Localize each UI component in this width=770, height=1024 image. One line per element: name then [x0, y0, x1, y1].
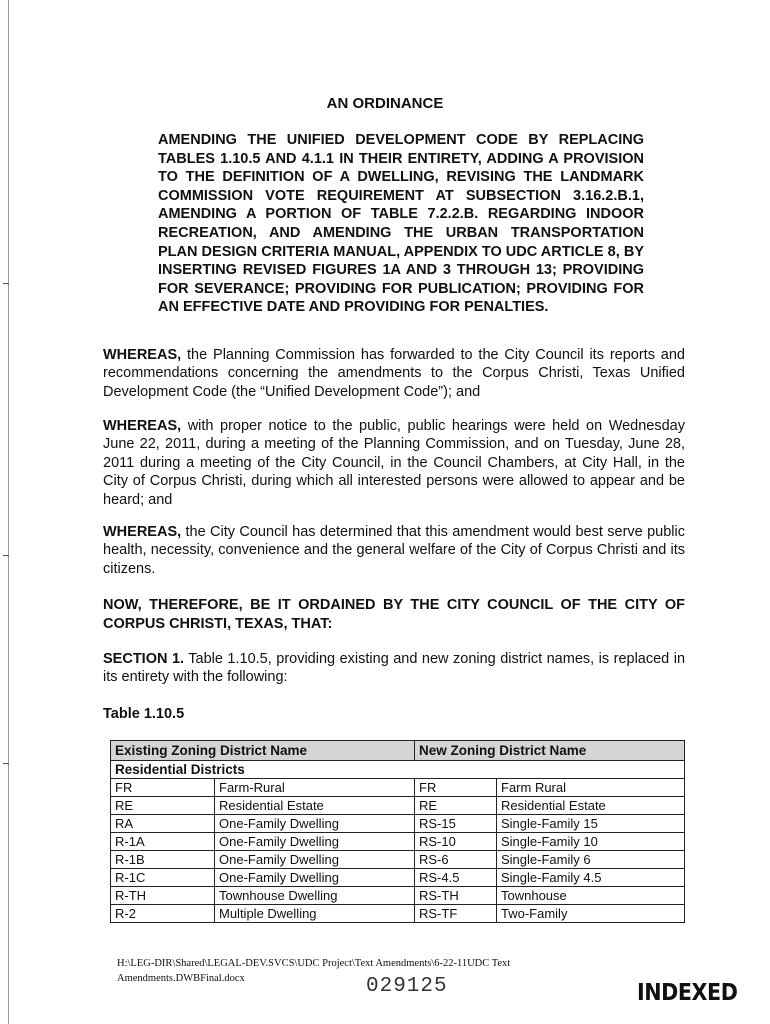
- table-cell-old-code: R-2: [111, 905, 215, 923]
- scan-margin-tick: [3, 555, 9, 556]
- table-cell-new-code: FR: [415, 779, 497, 797]
- whereas-paragraph-3: [103, 523, 685, 578]
- table-cell-new-code: RE: [415, 797, 497, 815]
- table-cell-old-name: One-Family Dwelling: [215, 851, 415, 869]
- table-cell-new-code: RS-TF: [415, 905, 497, 923]
- table-cell-old-code: R-1B: [111, 851, 215, 869]
- table-cell-new-name: Single-Family 4.5: [497, 869, 685, 887]
- whereas-text: the Planning Commission has forwarded to the City Council its reports and recommendations concerning the amendments to the Corpus Christi, Texas Unified Development Code (the “Unified Development Code”); and: [103, 347, 685, 400]
- table-row: [111, 833, 685, 851]
- table-cell-old-name: One-Family Dwelling: [215, 833, 415, 851]
- table-row: [111, 797, 685, 815]
- section-lead: SECTION 1.: [103, 651, 185, 667]
- table-cell-old-name: One-Family Dwelling: [215, 869, 415, 887]
- file-path: [117, 956, 577, 986]
- ordaining-clause: NOW, THEREFORE, BE IT ORDAINED BY THE CITY COUNCIL OF THE CITY OF CORPUS CHRISTI, TEXAS, THAT:: [103, 597, 685, 632]
- table-cell-new-name: Residential Estate: [497, 797, 685, 815]
- table-cell-new-name: Farm Rural: [497, 779, 685, 797]
- section-text: Table 1.10.5, providing existing and new zoning district names, is replaced in its entirety with the following:: [103, 651, 686, 686]
- table-row: [111, 851, 685, 869]
- section-label: Residential Districts: [111, 761, 685, 779]
- scan-margin-tick: [3, 763, 9, 764]
- table-cell-new-name: Single-Family 15: [497, 815, 685, 833]
- table-label: Table 1.10.5: [103, 706, 185, 722]
- table-cell-old-code: RA: [111, 815, 215, 833]
- section-1-paragraph: [103, 650, 685, 687]
- table-row: [111, 887, 685, 905]
- table-cell-old-code: R-1C: [111, 869, 215, 887]
- table-cell-old-name: Multiple Dwelling: [215, 905, 415, 923]
- whereas-text: the City Council has determined that this amendment would best serve public health, necessity, convenience and the general welfare of the City of Corpus Christi and its citizens.: [103, 524, 685, 577]
- scan-margin-line: [8, 0, 9, 1024]
- table-cell-new-code: RS-TH: [415, 887, 497, 905]
- whereas-lead: WHEREAS,: [103, 347, 182, 363]
- table-cell-new-name: Townhouse: [497, 887, 685, 905]
- table-row: [111, 869, 685, 887]
- table-cell-new-code: RS-10: [415, 833, 497, 851]
- table-cell-old-code: R-1A: [111, 833, 215, 851]
- zoning-table: [110, 740, 685, 923]
- scan-margin-tick: [3, 283, 9, 284]
- table-cell-new-code: RS-4.5: [415, 869, 497, 887]
- file-path-line: H:\LEG-DIR\Shared\LEGAL-DEV.SVCS\UDC Project\Text Amendments\6-22-11UDC Text: [117, 958, 511, 969]
- table-cell-old-code: R-TH: [111, 887, 215, 905]
- whereas-paragraph-1: [103, 346, 685, 401]
- table-cell-old-name: One-Family Dwelling: [215, 815, 415, 833]
- table-cell-old-name: Townhouse Dwelling: [215, 887, 415, 905]
- table-cell-new-name: Single-Family 6: [497, 851, 685, 869]
- table-section-row: [111, 761, 685, 779]
- table-header-row: [111, 741, 685, 761]
- document-number: 029125: [366, 975, 448, 998]
- ordinance-caption: AMENDING THE UNIFIED DEVELOPMENT CODE BY REPLACING TABLES 1.10.5 AND 4.1.1 IN THEIR ENTIRETY, ADDING A PROVISION TO THE DEFINITION OF A DWELLING, REVISING THE LANDMARK COMMISSION VOTE REQUIREMENT AT SUBSECTION 3.16.2.B.1, AMENDING A PORTION OF TABLE 7.2.2.B. REGARDING INDOOR RECREATION, AND AMENDING THE URBAN TRANSPORTATION PLAN DESIGN CRITERIA MANUAL, APPENDIX TO UDC ARTICLE 8, BY INSERTING REVISED FIGURES 1A AND 3 THROUGH 13; PROVIDING FOR SEVERANCE; PROVIDING FOR PUBLICATION; PROVIDING FOR AN EFFECTIVE DATE AND PROVIDING FOR PENALTIES.: [158, 132, 644, 316]
- ordinance-title: AN ORDINANCE: [326, 95, 444, 112]
- header-new: New Zoning District Name: [415, 741, 685, 761]
- indexed-stamp: INDEXED: [637, 980, 738, 1006]
- whereas-paragraph-2: [103, 417, 685, 509]
- table-cell-new-code: RS-15: [415, 815, 497, 833]
- table-cell-new-code: RS-6: [415, 851, 497, 869]
- whereas-lead: WHEREAS,: [103, 524, 182, 540]
- whereas-text: with proper notice to the public, public hearings were held on Wednesday June 22, 2011, during a meeting of the Planning Commission, and on Tuesday, June 28, 2011 during a meeting of the City Council, in the Council Chambers, at City Hall, in the City of Corpus Christi, during which all interested persons were allowed to appear and be heard; and: [103, 418, 685, 508]
- table-row: [111, 905, 685, 923]
- table-cell-new-name: Two-Family: [497, 905, 685, 923]
- file-path-line: Amendments.DWBFinal.docx: [117, 973, 245, 984]
- table-cell-old-name: Residential Estate: [215, 797, 415, 815]
- table-row: [111, 779, 685, 797]
- whereas-lead: WHEREAS,: [103, 418, 182, 434]
- table-cell-old-code: RE: [111, 797, 215, 815]
- table-cell-old-name: Farm-Rural: [215, 779, 415, 797]
- table-row: [111, 815, 685, 833]
- header-existing: Existing Zoning District Name: [111, 741, 415, 761]
- table-cell-old-code: FR: [111, 779, 215, 797]
- table-cell-new-name: Single-Family 10: [497, 833, 685, 851]
